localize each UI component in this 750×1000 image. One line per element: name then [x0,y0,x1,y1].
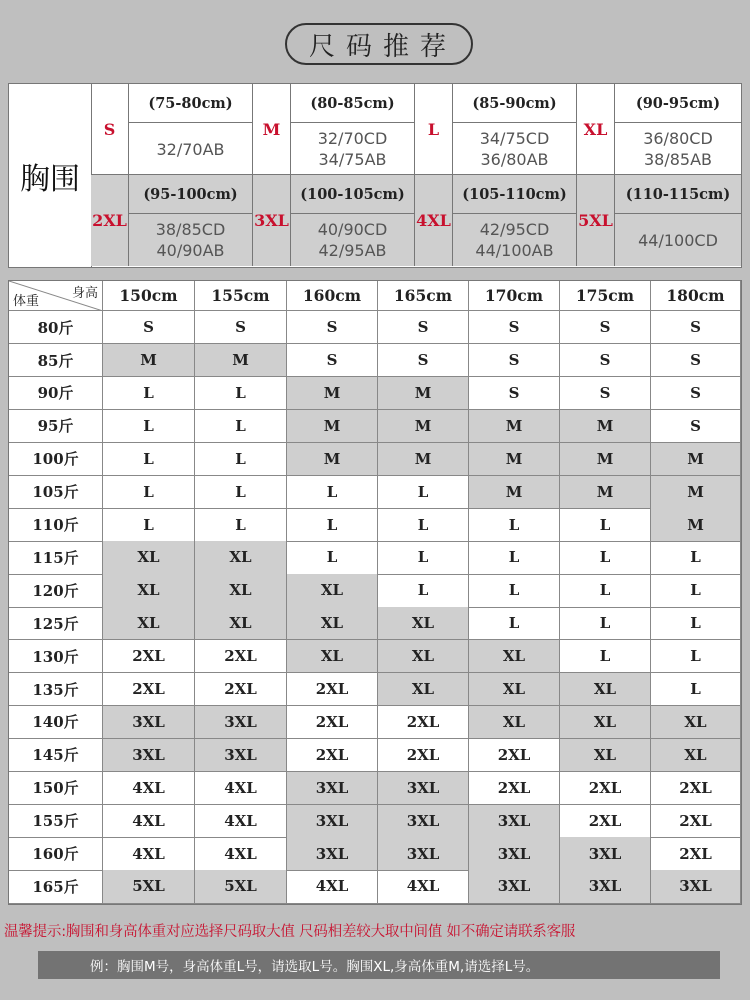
size-cell: XL [287,607,378,640]
size-cell: L [560,541,651,574]
size-cell: XL [378,640,469,673]
size-cell: 2XL [651,805,741,838]
bra-size-value: 32/70CD [317,129,388,148]
size-cell: L [103,508,195,541]
chest-size-label: L [415,84,453,175]
size-cell: L [469,508,560,541]
size-cell: S [651,377,741,410]
size-cell: XL [287,640,378,673]
weight-label: 135斤 [9,673,103,706]
bra-size-values [129,214,252,266]
chest-label: 胸围 [9,84,92,267]
chest-size-label: 2XL [91,175,129,266]
size-cell: 2XL [560,772,651,805]
size-cell: L [287,508,378,541]
size-cell: 2XL [287,739,378,772]
chest-size-info [453,84,577,175]
bra-size-value: 44/100CD [638,230,718,250]
height-header: 170cm [469,281,560,311]
size-cell: XL [195,541,287,574]
size-cell: 4XL [195,805,287,838]
bra-size-value: 42/95AB [318,241,387,260]
size-cell: 3XL [378,805,469,838]
size-cell: L [651,541,741,574]
size-cell: S [103,311,195,344]
size-cell: 3XL [287,805,378,838]
size-cell: M [560,476,651,509]
size-cell: M [560,410,651,443]
size-cell: 2XL [103,673,195,706]
bra-size-value: 40/90CD [317,220,388,239]
size-cell: M [651,508,741,541]
chest-size-label: M [253,84,291,175]
chest-size-info [615,84,741,175]
size-cell: XL [469,706,560,739]
size-cell: L [287,476,378,509]
chest-size-table [8,83,742,268]
size-cell: 4XL [195,772,287,805]
weight-label: 140斤 [9,706,103,739]
size-cell: S [378,311,469,344]
bra-size-value: 38/85CD [155,220,226,239]
size-cell: M [651,476,741,509]
chest-size-info [453,175,577,266]
size-cell: 2XL [560,805,651,838]
bra-size-values [291,123,414,175]
weight-label: 150斤 [9,772,103,805]
bra-size-value: 36/80CD [643,129,713,148]
size-cell: L [560,574,651,607]
size-cell: 3XL [195,739,287,772]
weight-label: 145斤 [9,739,103,772]
size-cell: XL [560,706,651,739]
size-cell: 2XL [287,673,378,706]
weight-label: 165斤 [9,870,103,903]
size-cell: 2XL [378,739,469,772]
chest-size-info [291,84,415,175]
size-cell: L [469,541,560,574]
bra-size-values [615,123,741,175]
size-cell: M [469,443,560,476]
size-cell: XL [103,607,195,640]
chest-range: (90-95cm) [615,84,741,123]
size-cell: S [469,311,560,344]
weight-label: 90斤 [9,377,103,410]
size-cell: 3XL [651,870,741,903]
weight-label: 155斤 [9,805,103,838]
height-header: 180cm [651,281,741,311]
weight-label: 80斤 [9,311,103,344]
weight-label: 100斤 [9,443,103,476]
size-cell: 3XL [103,739,195,772]
size-cell: 3XL [378,772,469,805]
size-cell: M [378,443,469,476]
bra-size-value: 32/70AB [156,139,225,159]
bra-size-value: 36/80AB [480,150,549,169]
size-cell: S [651,344,741,377]
chest-range: (105-110cm) [453,175,576,214]
size-cell: S [195,311,287,344]
height-axis-label: 身高 [71,286,98,301]
size-cell: L [195,476,287,509]
size-cell: 3XL [469,805,560,838]
size-cell: L [378,476,469,509]
chest-range: (75-80cm) [129,84,252,123]
bra-size-value: 34/75CD [479,129,550,148]
chest-size-info [615,175,741,266]
chest-size-info [291,175,415,266]
size-cell: L [651,574,741,607]
size-cell: 2XL [651,837,741,870]
example-bar: 例：胸围M号，身高体重L号，请选取L号。胸围XL,身高体重M,请选择L号。 [38,951,720,979]
size-cell: S [560,344,651,377]
size-cell: 4XL [195,837,287,870]
size-cell: L [195,443,287,476]
size-cell: XL [378,607,469,640]
size-cell: 5XL [103,870,195,903]
grid-corner-header [9,281,103,311]
size-cell: L [195,508,287,541]
chest-size-label: 4XL [415,175,453,266]
size-cell: M [469,476,560,509]
size-cell: L [378,508,469,541]
chest-size-label: 3XL [253,175,291,266]
size-cell: XL [195,607,287,640]
size-cell: 4XL [287,870,378,903]
bra-size-value: 40/90AB [156,241,225,260]
size-cell: M [287,410,378,443]
weight-label: 125斤 [9,607,103,640]
size-cell: 3XL [469,837,560,870]
size-cell: XL [469,673,560,706]
weight-label: 130斤 [9,640,103,673]
size-cell: 3XL [560,870,651,903]
weight-label: 95斤 [9,410,103,443]
size-cell: XL [469,640,560,673]
bra-size-values [615,214,741,266]
size-cell: M [287,377,378,410]
height-header: 155cm [195,281,287,311]
size-cell: L [560,640,651,673]
size-cell: L [560,508,651,541]
size-cell: M [103,344,195,377]
size-cell: XL [560,739,651,772]
chest-range: (95-100cm) [129,175,252,214]
size-cell: XL [651,706,741,739]
size-cell: 3XL [103,706,195,739]
size-cell: 2XL [103,640,195,673]
size-cell: 5XL [195,870,287,903]
size-cell: 2XL [469,772,560,805]
chest-size-info [129,84,253,175]
size-cell: M [378,410,469,443]
weight-label: 120斤 [9,574,103,607]
bra-size-values [453,214,576,266]
chest-range: (80-85cm) [291,84,414,123]
size-cell: L [651,607,741,640]
bra-size-value: 34/75AB [318,150,387,169]
size-cell: 2XL [195,640,287,673]
size-cell: S [469,344,560,377]
chest-size-info [129,175,253,266]
height-header: 175cm [560,281,651,311]
height-weight-size-grid [8,280,742,905]
size-cell: L [103,377,195,410]
size-cell: M [378,377,469,410]
chest-range: (110-115cm) [615,175,741,214]
size-cell: L [469,574,560,607]
size-cell: 2XL [469,739,560,772]
size-cell: XL [651,739,741,772]
weight-label: 85斤 [9,344,103,377]
size-cell: 4XL [378,870,469,903]
size-cell: S [560,377,651,410]
size-cell: L [560,607,651,640]
size-cell: L [378,574,469,607]
size-cell: 4XL [103,837,195,870]
size-cell: S [287,344,378,377]
chest-size-label: S [91,84,129,175]
weight-label: 160斤 [9,837,103,870]
size-cell: 3XL [195,706,287,739]
size-cell: L [469,607,560,640]
size-cell: M [560,443,651,476]
size-cell: XL [560,673,651,706]
bra-size-values [291,214,414,266]
size-cell: L [651,673,741,706]
chest-size-label: 5XL [577,175,615,266]
weight-label: 110斤 [9,508,103,541]
weight-label: 105斤 [9,476,103,509]
size-cell: XL [103,574,195,607]
bra-size-values [453,123,576,175]
size-cell: L [195,377,287,410]
size-cell: L [103,476,195,509]
size-cell: XL [378,673,469,706]
size-cell: L [195,410,287,443]
page-title: 尺码推荐 [285,23,473,65]
size-cell: L [651,640,741,673]
height-header: 160cm [287,281,378,311]
size-cell: 2XL [195,673,287,706]
size-cell: M [195,344,287,377]
size-cell: 2XL [378,706,469,739]
bra-size-value: 44/100AB [475,241,554,260]
size-cell: 4XL [103,805,195,838]
size-cell: 3XL [287,772,378,805]
size-cell: L [103,443,195,476]
size-cell: 2XL [287,706,378,739]
size-cell: 4XL [103,772,195,805]
size-cell: XL [103,541,195,574]
size-cell: L [287,541,378,574]
size-cell: 3XL [560,837,651,870]
size-cell: XL [287,574,378,607]
chest-range: (100-105cm) [291,175,414,214]
size-cell: M [287,443,378,476]
size-cell: 2XL [651,772,741,805]
chest-range: (85-90cm) [453,84,576,123]
size-cell: S [560,311,651,344]
size-cell: 3XL [469,870,560,903]
size-cell: 3XL [287,837,378,870]
bra-size-value: 42/95CD [479,220,550,239]
size-cell: S [287,311,378,344]
bra-size-value: 38/85AB [643,150,713,169]
size-cell: S [469,377,560,410]
tip-text: 温馨提示:胸围和身高体重对应选择尺码取大值 尺码相差较大取中间值 如不确定请联系客服 [4,924,576,940]
chest-size-label: XL [577,84,615,175]
height-header: 165cm [378,281,469,311]
size-cell: S [378,344,469,377]
size-cell: M [651,443,741,476]
size-cell: S [651,410,741,443]
size-cell: M [469,410,560,443]
size-cell: L [103,410,195,443]
size-cell: XL [195,574,287,607]
height-header: 150cm [103,281,195,311]
size-cell: S [651,311,741,344]
size-cell: L [378,541,469,574]
bra-size-values [129,123,252,175]
size-cell: 3XL [378,837,469,870]
weight-axis-label: 体重 [13,294,40,309]
weight-label: 115斤 [9,541,103,574]
